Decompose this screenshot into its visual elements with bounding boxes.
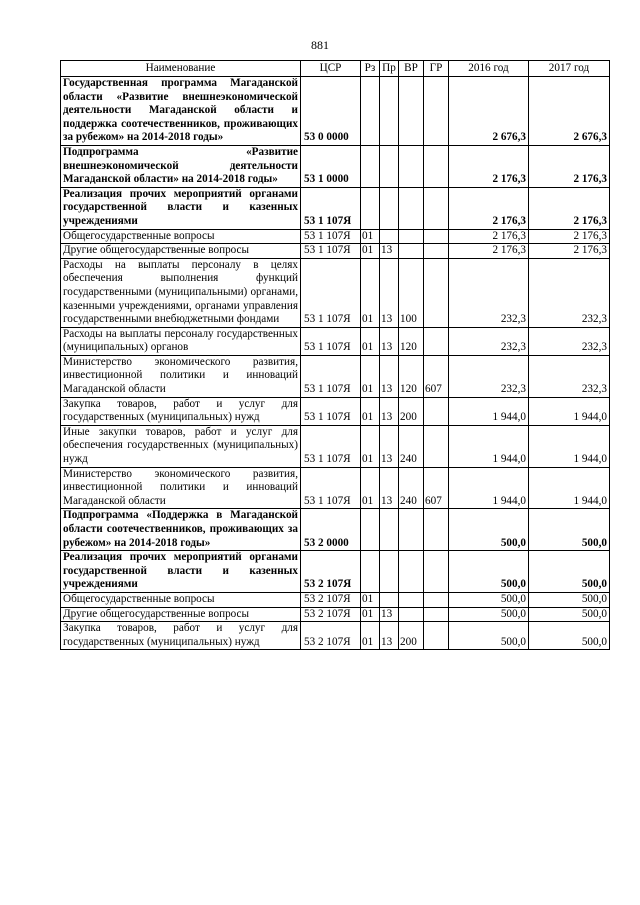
cell-pr: 13 (380, 425, 399, 467)
cell-csr: 53 2 107Я (301, 607, 361, 622)
cell-name: Государственная программа Магаданской области «Развитие внешнеэкономической деятельности Магаданской области и поддержка соотечественников, проживающих за рубежом» на 2014-2018 годы» (61, 77, 301, 146)
cell-2016: 2 176,3 (449, 187, 529, 229)
cell-gr (424, 592, 449, 607)
cell-vr: 200 (399, 397, 424, 425)
cell-vr: 100 (399, 258, 424, 327)
cell-gr (424, 229, 449, 244)
cell-name: Министерство экономического развития, инвестиционной политики и инноваций Магаданской области (61, 355, 301, 397)
cell-csr: 53 1 107Я (301, 229, 361, 244)
table-row (61, 145, 610, 187)
cell-vr: 240 (399, 425, 424, 467)
cell-2016: 1 944,0 (449, 467, 529, 509)
cell-rz: 01 (361, 397, 380, 425)
cell-name: Общегосударственные вопросы (61, 229, 301, 244)
cell-rz: 01 (361, 425, 380, 467)
header-csr: ЦСР (301, 61, 361, 77)
cell-2016: 500,0 (449, 622, 529, 650)
cell-2016: 232,3 (449, 327, 529, 355)
cell-rz: 01 (361, 467, 380, 509)
cell-vr (399, 229, 424, 244)
table-row (61, 425, 610, 467)
cell-2017: 2 176,3 (529, 229, 610, 244)
cell-vr: 120 (399, 355, 424, 397)
table-row (61, 187, 610, 229)
cell-2016: 500,0 (449, 592, 529, 607)
header-pr: Пр (380, 61, 399, 77)
cell-csr: 53 2 0000 (301, 509, 361, 551)
cell-2017: 2 176,3 (529, 244, 610, 259)
cell-vr (399, 509, 424, 551)
cell-2017: 500,0 (529, 607, 610, 622)
cell-name: Другие общегосударственные вопросы (61, 607, 301, 622)
cell-csr: 53 1 107Я (301, 187, 361, 229)
cell-vr (399, 244, 424, 259)
cell-gr (424, 258, 449, 327)
cell-2017: 232,3 (529, 355, 610, 397)
cell-rz: 01 (361, 327, 380, 355)
cell-csr: 53 1 107Я (301, 397, 361, 425)
cell-2017: 500,0 (529, 592, 610, 607)
cell-2016: 232,3 (449, 258, 529, 327)
table-row (61, 327, 610, 355)
cell-gr (424, 187, 449, 229)
cell-2016: 500,0 (449, 551, 529, 593)
table-row (61, 355, 610, 397)
cell-name: Подпрограмма «Развитие внешнеэкономической деятельности Магаданской области» на 2014-2018 годы» (61, 145, 301, 187)
header-2017: 2017 год (529, 61, 610, 77)
cell-gr (424, 77, 449, 146)
cell-vr (399, 77, 424, 146)
cell-csr: 53 2 107Я (301, 551, 361, 593)
cell-2017: 232,3 (529, 258, 610, 327)
page-number: 881 (311, 38, 329, 52)
cell-pr: 13 (380, 355, 399, 397)
cell-gr (424, 509, 449, 551)
cell-2016: 2 176,3 (449, 229, 529, 244)
table-row (61, 551, 610, 593)
cell-name: Закупка товаров, работ и услуг для государственных (муниципальных) нужд (61, 622, 301, 650)
cell-pr (380, 145, 399, 187)
cell-rz: 01 (361, 355, 380, 397)
cell-name: Министерство экономического развития, инвестиционной политики и инноваций Магаданской области (61, 467, 301, 509)
cell-pr (380, 77, 399, 146)
cell-rz (361, 551, 380, 593)
cell-2017: 1 944,0 (529, 467, 610, 509)
header-vr: ВР (399, 61, 424, 77)
cell-2016: 500,0 (449, 509, 529, 551)
cell-name: Общегосударственные вопросы (61, 592, 301, 607)
cell-name: Реализация прочих мероприятий органами государственной власти и казенных учреждениями (61, 187, 301, 229)
cell-2016: 500,0 (449, 607, 529, 622)
cell-name: Реализация прочих мероприятий органами государственной власти и казенных учреждениями (61, 551, 301, 593)
cell-csr: 53 2 107Я (301, 622, 361, 650)
cell-csr: 53 0 0000 (301, 77, 361, 146)
cell-csr: 53 2 107Я (301, 592, 361, 607)
table-row (61, 77, 610, 146)
cell-name: Расходы на выплаты персоналу в целях обеспечения выполнения функций государственными (муниципальными) органами, казенными учреждениями, органами управления государственными внебюджетными фондами (61, 258, 301, 327)
cell-gr (424, 397, 449, 425)
table-row (61, 509, 610, 551)
cell-name: Иные закупки товаров, работ и услуг для обеспечения государственных (муниципальных) нужд (61, 425, 301, 467)
cell-csr: 53 1 0000 (301, 145, 361, 187)
cell-pr: 13 (380, 622, 399, 650)
header-gr: ГР (424, 61, 449, 77)
cell-rz: 01 (361, 258, 380, 327)
table-row (61, 244, 610, 259)
cell-pr: 13 (380, 397, 399, 425)
cell-pr (380, 229, 399, 244)
cell-name: Подпрограмма «Поддержка в Магаданской области соотечественников, проживающих за рубежом» на 2014-2018 годы» (61, 509, 301, 551)
table-row (61, 592, 610, 607)
cell-rz: 01 (361, 229, 380, 244)
cell-csr: 53 1 107Я (301, 244, 361, 259)
cell-gr (424, 622, 449, 650)
cell-2017: 500,0 (529, 622, 610, 650)
table-row (61, 229, 610, 244)
cell-vr (399, 607, 424, 622)
cell-2017: 1 944,0 (529, 397, 610, 425)
cell-gr (424, 145, 449, 187)
cell-2017: 2 676,3 (529, 77, 610, 146)
table-header (61, 61, 610, 77)
cell-pr (380, 592, 399, 607)
cell-2016: 2 176,3 (449, 244, 529, 259)
cell-gr (424, 607, 449, 622)
cell-vr: 240 (399, 467, 424, 509)
cell-name: Другие общегосударственные вопросы (61, 244, 301, 259)
table-row (61, 258, 610, 327)
cell-rz: 01 (361, 592, 380, 607)
cell-2016: 1 944,0 (449, 425, 529, 467)
cell-csr: 53 1 107Я (301, 425, 361, 467)
cell-pr (380, 509, 399, 551)
header-rz: Рз (361, 61, 380, 77)
cell-2016: 2 176,3 (449, 145, 529, 187)
cell-pr (380, 551, 399, 593)
table-row (61, 467, 610, 509)
cell-2017: 232,3 (529, 327, 610, 355)
cell-pr: 13 (380, 244, 399, 259)
cell-rz (361, 77, 380, 146)
cell-2017: 500,0 (529, 551, 610, 593)
table-row (61, 397, 610, 425)
cell-rz (361, 509, 380, 551)
cell-gr (424, 551, 449, 593)
cell-name: Расходы на выплаты персоналу государственных (муниципальных) органов (61, 327, 301, 355)
table-body (61, 77, 610, 650)
cell-vr (399, 145, 424, 187)
cell-csr: 53 1 107Я (301, 258, 361, 327)
cell-gr (424, 425, 449, 467)
cell-vr (399, 187, 424, 229)
cell-vr: 120 (399, 327, 424, 355)
header-name: Наименование (61, 61, 301, 77)
cell-rz: 01 (361, 244, 380, 259)
cell-vr (399, 592, 424, 607)
cell-pr: 13 (380, 258, 399, 327)
header-2016: 2016 год (449, 61, 529, 77)
cell-csr: 53 1 107Я (301, 327, 361, 355)
cell-gr: 607 (424, 467, 449, 509)
cell-2016: 232,3 (449, 355, 529, 397)
cell-vr: 200 (399, 622, 424, 650)
cell-name: Закупка товаров, работ и услуг для государственных (муниципальных) нужд (61, 397, 301, 425)
cell-csr: 53 1 107Я (301, 355, 361, 397)
table-row (61, 607, 610, 622)
cell-rz: 01 (361, 622, 380, 650)
cell-pr (380, 187, 399, 229)
cell-gr (424, 327, 449, 355)
cell-gr: 607 (424, 355, 449, 397)
cell-2016: 2 676,3 (449, 77, 529, 146)
cell-rz (361, 145, 380, 187)
cell-vr (399, 551, 424, 593)
cell-gr (424, 244, 449, 259)
cell-2016: 1 944,0 (449, 397, 529, 425)
cell-pr: 13 (380, 467, 399, 509)
cell-2017: 500,0 (529, 509, 610, 551)
cell-rz: 01 (361, 607, 380, 622)
cell-2017: 2 176,3 (529, 187, 610, 229)
cell-pr: 13 (380, 327, 399, 355)
budget-table (60, 60, 610, 650)
cell-csr: 53 1 107Я (301, 467, 361, 509)
cell-rz (361, 187, 380, 229)
cell-pr: 13 (380, 607, 399, 622)
cell-2017: 1 944,0 (529, 425, 610, 467)
cell-2017: 2 176,3 (529, 145, 610, 187)
table-row (61, 622, 610, 650)
